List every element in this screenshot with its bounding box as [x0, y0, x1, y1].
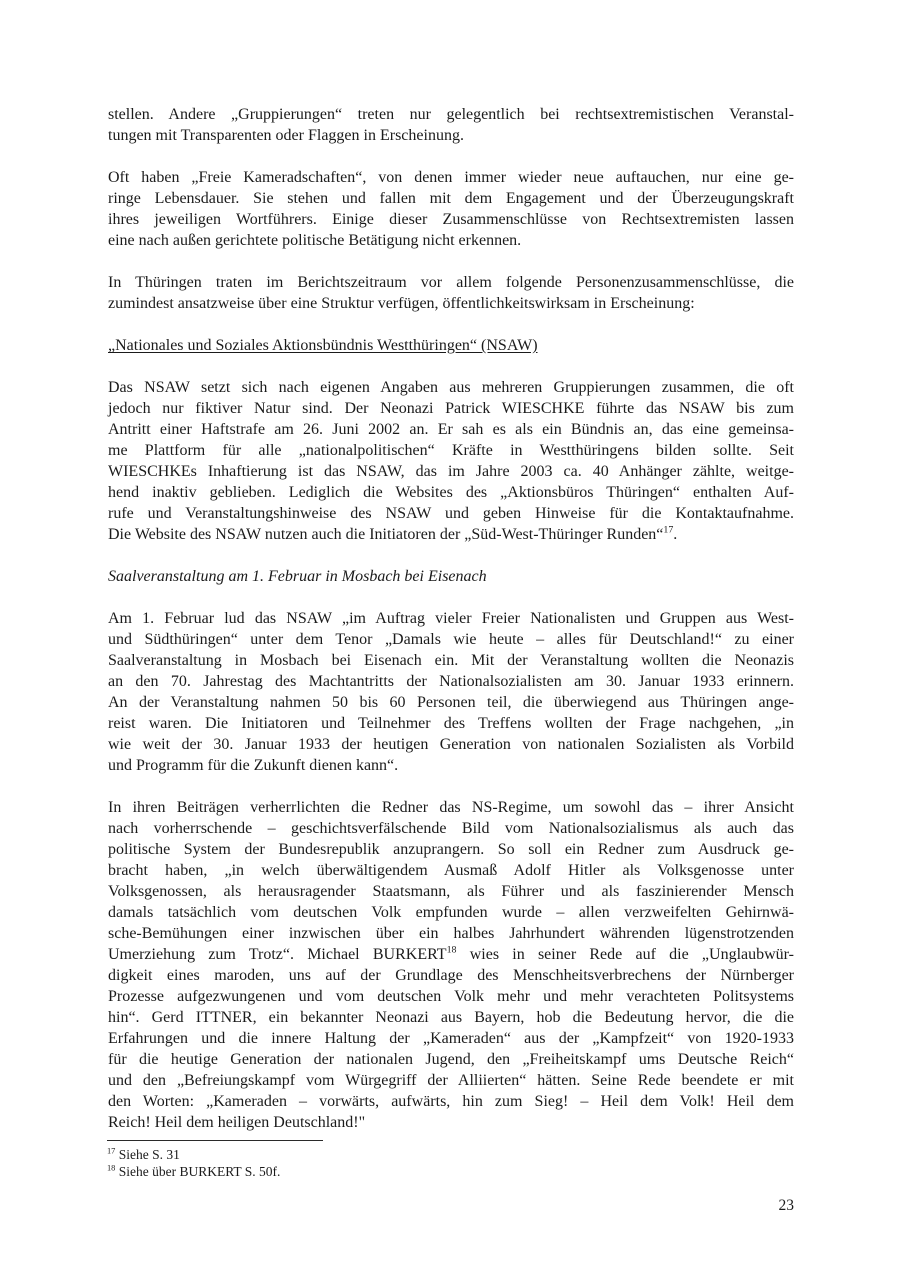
- text-line: In ihren Beiträgen verherrlichten die Redner das NS-Regime, um sowohl das – ihrer Ansicht: [108, 799, 794, 816]
- text-line: damals tatsächlich vom deutschen Volk empfunden wurde – allen verzweifelten Gehirnwä-: [108, 904, 794, 921]
- text-line: ringe Lebensdauer. Sie stehen und fallen mit dem Engagement und der Überzeugungskraft: [108, 190, 794, 207]
- text-line: Reich! Heil dem heiligen Deutschland!": [108, 1114, 366, 1131]
- text-line: Erfahrungen und die innere Haltung der „Kameraden“ aus der „Kampfzeit“ von 1920-1933: [108, 1030, 794, 1047]
- text-line: zumindest ansatzweise über eine Struktur verfügen, öffentlichkeitswirksam in Erscheinung:: [108, 295, 695, 312]
- text-line: Antritt einer Haftstrafe am 26. Juni 2002 an. Er sah es als ein Bündnis an, das eine gemeinsa-: [108, 421, 794, 438]
- text-line: den Worten: „Kameraden – vorwärts, aufwärts, hin zum Sieg! – Heil dem Volk! Heil dem: [108, 1093, 794, 1110]
- footnote-separator-rule: [107, 1140, 323, 1141]
- page-number: 23: [778, 1197, 794, 1214]
- paragraph: [108, 797, 794, 1133]
- text-line: An der Veranstaltung nahmen 50 bis 60 Personen teil, die überwiegend aus Thüringen ange-: [108, 694, 794, 711]
- text-line: jedoch nur fiktiver Natur sind. Der Neonazi Patrick WIESCHKE führte das NSAW bis zum: [108, 400, 794, 417]
- text-line: politische System der Bundesrepublik anzuprangern. So soll ein Redner zum Ausdruck ge-: [108, 841, 794, 858]
- heading: [108, 335, 794, 356]
- text-line: digkeit eines maroden, uns auf der Grundlage des Menschheitsverbrechens der Nürnberger: [108, 967, 794, 984]
- text-line: Die Website des NSAW nutzen auch die Initiatoren der „Süd-West-Thüringer Runden“$^{17}$.: [108, 524, 678, 543]
- footnote-reference: 18: [446, 944, 457, 956]
- text-line: an den 70. Jahrestag des Machtantritts der Nationalsozialisten am 30. Januar 1933 erinnern.: [108, 673, 794, 690]
- footnote: $^{18}$ Siehe über BURKERT S. 50f.: [107, 1163, 281, 1179]
- text-line: me Plattform für alle „nationalpolitischen“ Kräfte in Westthüringens bilden sollte. Seit: [108, 442, 794, 459]
- paragraph: [108, 272, 794, 314]
- footnote-reference: 18: [107, 1163, 116, 1173]
- text-line: hin“. Gerd ITTNER, ein bekannter Neonazi aus Bayern, hob die Bedeutung hervor, die die: [108, 1009, 794, 1026]
- paragraph: [108, 377, 794, 545]
- text-line: hend inaktiv geblieben. Lediglich die Websites des „Aktionsbüros Thüringen“ enthalten Auf-: [108, 484, 794, 501]
- footnotes-section: [107, 1140, 793, 1180]
- text-line: sche-Bemühungen einer inzwischen über ein halbes Jahrhundert währenden lügenstrotzenden: [108, 925, 794, 942]
- text-line: für die heutige Generation der nationalen Jugend, den „Freiheitskampf ums Deutsche Reich“: [108, 1051, 794, 1068]
- paragraph: [108, 104, 794, 146]
- subheading: [108, 566, 794, 587]
- text-line: Oft haben „Freie Kameradschaften“, von denen immer wieder neue auftauchen, nur eine ge-: [108, 169, 794, 186]
- footnote-reference: 17: [663, 524, 674, 536]
- text-line: eine nach außen gerichtete politische Betätigung nicht erkennen.: [108, 232, 522, 249]
- text-line: „Nationales und Soziales Aktionsbündnis Westthüringen“ (NSAW): [108, 337, 538, 354]
- document-body: [108, 104, 794, 1133]
- text-line: Saalveranstaltung in Mosbach bei Eisenach ein. Mit der Veranstaltung wollten die Neonazis: [108, 652, 794, 669]
- text-line: nach vorherrschende – geschichtsverfälschende Bild vom Nationalsozialismus als auch das: [108, 820, 794, 837]
- text-line: In Thüringen traten im Berichtszeitraum vor allem folgende Personenzusammenschlüsse, die: [108, 274, 794, 291]
- text-line: Prozesse aufgezwungenen und vom deutschen Volk mehr und mehr verachteten Politsystems: [108, 988, 794, 1005]
- text-line: Am 1. Februar lud das NSAW „im Auftrag vieler Freier Nationalisten und Gruppen aus West-: [108, 610, 794, 627]
- text-line: ihres jeweiligen Wortführers. Einige dieser Zusammenschlüsse von Rechtsextremisten lassen: [108, 211, 794, 228]
- text-line: tungen mit Transparenten oder Flaggen in Erscheinung.: [108, 127, 464, 144]
- paragraph: [108, 167, 794, 251]
- text-line: reist waren. Die Initiatoren und Teilnehmer des Treffens wollten der Frage nachgehen, „in: [108, 715, 794, 732]
- text-line: Saalveranstaltung am 1. Februar in Mosbach bei Eisenach: [108, 568, 487, 585]
- text-line: und Programm für die Zukunft dienen kann“.: [108, 757, 399, 774]
- text-line: Das NSAW setzt sich nach eigenen Angaben aus mehreren Gruppierungen zusammen, die oft: [108, 379, 794, 396]
- text-line: bracht haben, „in welch überwältigendem Ausmaß Adolf Hitler als Volksgenosse unter: [108, 862, 794, 879]
- text-line: und den „Befreiungskampf vom Würgegriff der Alliierten“ hätten. Seine Rede beendete er mit: [108, 1072, 794, 1089]
- footnote: $^{17}$ Siehe S. 31: [107, 1146, 180, 1162]
- text-line: Volksgenossen, als herausragender Staatsmann, als Führer und als faszinierender Mensch: [108, 883, 794, 900]
- text-line: stellen. Andere „Gruppierungen“ treten nur gelegentlich bei rechtsextremistischen Veranstal-: [108, 106, 794, 123]
- text-line: wie weit der 30. Januar 1933 der heutigen Generation von nationalen Sozialisten als Vorbild: [108, 736, 794, 753]
- paragraph: [108, 608, 794, 776]
- text-line: und Südthüringen“ unter dem Tenor „Damals wie heute – alles für Deutschland!“ zu einer: [108, 631, 794, 648]
- footnote-reference: 17: [107, 1146, 116, 1156]
- text-line: WIESCHKEs Inhaftierung ist das NSAW, das im Jahre 2003 ca. 40 Anhänger zählte, weitge-: [108, 463, 794, 480]
- footnotes-list: [107, 1146, 793, 1180]
- text-line: rufe und Veranstaltungshinweise des NSAW und geben Hinweise für die Kontaktaufnahme.: [108, 505, 794, 522]
- text-line: Umerziehung zum Trotz“. Michael BURKERT$^{18}$ wies in seiner Rede auf die „Unglaubwür-: [108, 944, 795, 963]
